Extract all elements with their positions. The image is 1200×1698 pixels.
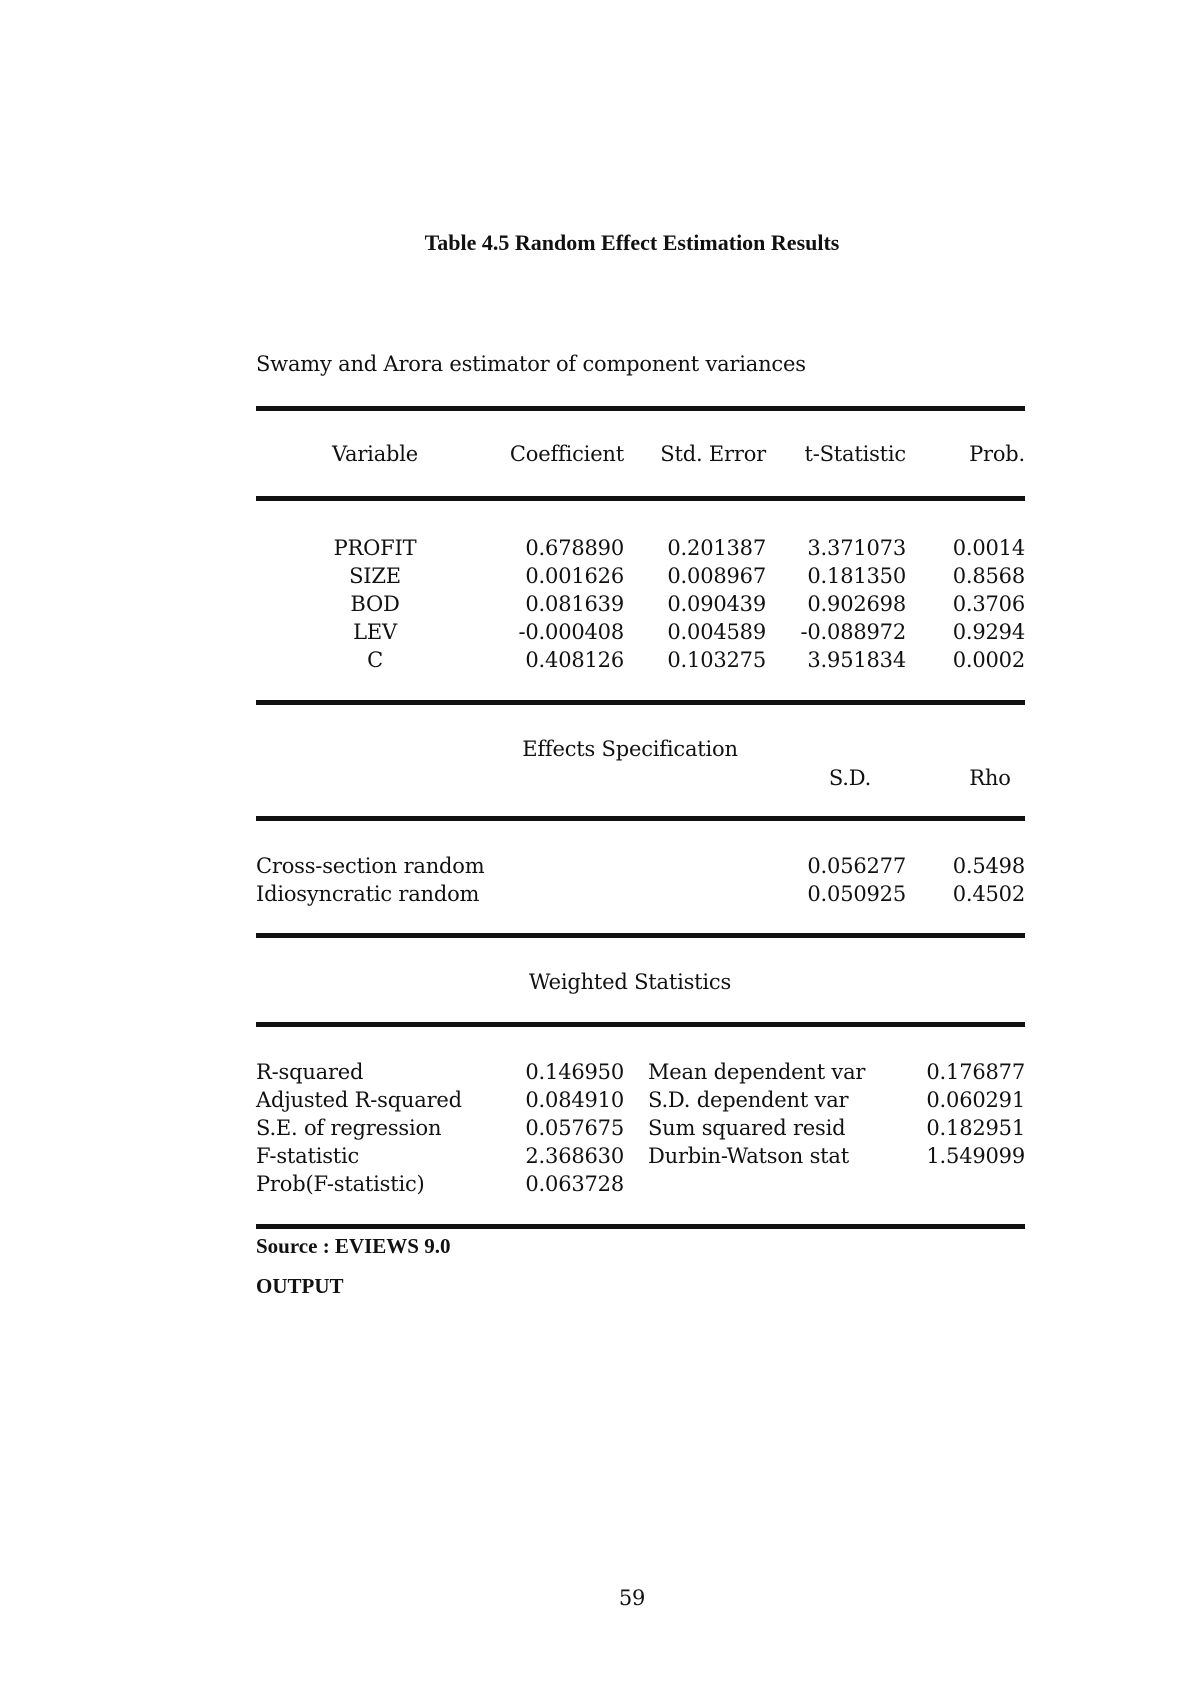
cell-variable: LEV	[353, 620, 397, 644]
cell-std-error: 0.090439	[667, 592, 766, 616]
stat-value: 0.146950	[525, 1060, 624, 1084]
rule-coefficients-end	[256, 700, 1025, 705]
cell-prob: 0.0014	[952, 536, 1025, 560]
stat-label: S.D. dependent var	[648, 1088, 849, 1112]
effects-rho: 0.4502	[952, 882, 1025, 906]
effects-label: Idiosyncratic random	[256, 882, 480, 906]
cell-variable: C	[367, 648, 383, 672]
effects-sd: 0.050925	[807, 882, 906, 906]
effects-sd: 0.056277	[807, 854, 906, 878]
stat-value: 0.057675	[525, 1116, 624, 1140]
cell-coefficient: 0.408126	[525, 648, 624, 672]
effects-heading: Effects Specification	[522, 737, 738, 761]
cell-std-error: 0.008967	[667, 564, 766, 588]
cell-coefficient: 0.678890	[525, 536, 624, 560]
effects-rho-header: Rho	[969, 766, 1011, 790]
cell-prob: 0.3706	[952, 592, 1025, 616]
table-title: Table 4.5 Random Effect Estimation Results	[424, 230, 840, 255]
cell-coefficient: 0.001626	[525, 564, 624, 588]
source-note: Source : EVIEWS 9.0	[256, 1234, 451, 1258]
stat-value: 0.182951	[926, 1116, 1025, 1140]
cell-prob: 0.0002	[952, 648, 1025, 672]
cell-std-error: 0.004589	[667, 620, 766, 644]
cell-std-error: 0.103275	[667, 648, 766, 672]
stat-label: Durbin-Watson stat	[648, 1144, 849, 1168]
table-subtitle: Swamy and Arora estimator of component variances	[256, 352, 806, 376]
stat-label: F-statistic	[256, 1144, 360, 1168]
header-std-error: Std. Error	[660, 442, 766, 466]
rule-top	[256, 406, 1025, 411]
rule-weighted-header	[256, 1022, 1025, 1027]
effects-sd-header: S.D.	[828, 766, 872, 790]
cell-t-statistic: 3.371073	[807, 536, 906, 560]
stat-value: 0.060291	[926, 1088, 1025, 1112]
stat-label: Mean dependent var	[648, 1060, 866, 1084]
stat-label: Sum squared resid	[648, 1116, 846, 1140]
header-prob: Prob.	[969, 442, 1025, 466]
cell-variable: SIZE	[349, 564, 401, 588]
stat-value: 0.063728	[525, 1172, 624, 1196]
stat-value: 0.176877	[926, 1060, 1025, 1084]
cell-variable: PROFIT	[333, 536, 417, 560]
cell-t-statistic: -0.088972	[800, 620, 906, 644]
cell-std-error: 0.201387	[667, 536, 766, 560]
stat-label: Prob(F-statistic)	[256, 1172, 425, 1196]
cell-coefficient: 0.081639	[525, 592, 624, 616]
effects-label: Cross-section random	[256, 854, 485, 878]
stat-value: 2.368630	[525, 1144, 624, 1168]
cell-t-statistic: 0.902698	[807, 592, 906, 616]
header-coefficient: Coefficient	[509, 442, 624, 466]
header-t-statistic: t-Statistic	[804, 442, 906, 466]
cell-coefficient: -0.000408	[518, 620, 624, 644]
stat-label: R-squared	[256, 1060, 364, 1084]
stat-value: 0.084910	[525, 1088, 624, 1112]
header-variable: Variable	[331, 442, 419, 466]
cell-prob: 0.9294	[952, 620, 1025, 644]
cell-t-statistic: 3.951834	[807, 648, 906, 672]
rule-bottom	[256, 1224, 1025, 1229]
stat-label: Adjusted R-squared	[256, 1088, 462, 1112]
source-output: OUTPUT	[256, 1274, 344, 1298]
cell-prob: 0.8568	[952, 564, 1025, 588]
rule-effects-header	[256, 816, 1025, 821]
stat-label: S.E. of regression	[256, 1116, 442, 1140]
cell-t-statistic: 0.181350	[807, 564, 906, 588]
weighted-heading: Weighted Statistics	[528, 970, 732, 994]
rule-effects-end	[256, 933, 1025, 938]
page-number: 59	[618, 1586, 646, 1610]
rule-header	[256, 496, 1025, 501]
effects-rho: 0.5498	[952, 854, 1025, 878]
stat-value: 1.549099	[926, 1144, 1025, 1168]
cell-variable: BOD	[350, 592, 400, 616]
